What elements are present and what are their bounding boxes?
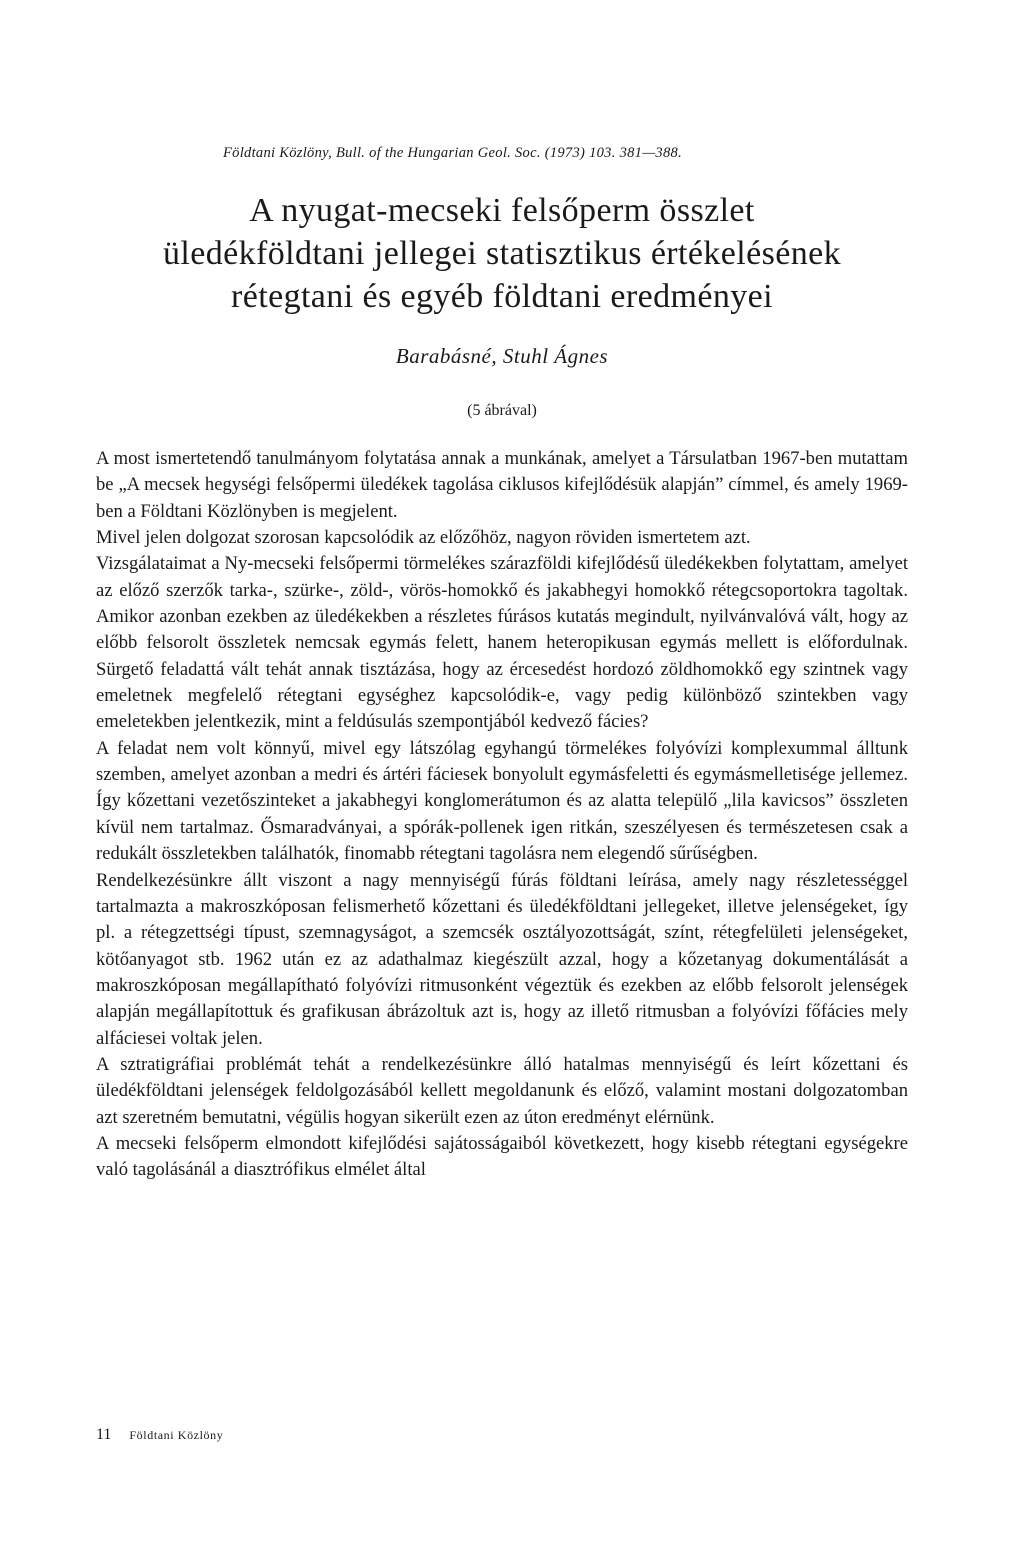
title-line-1: A nyugat-mecseki felsőperm összlet bbox=[249, 192, 755, 229]
author-name: Barabásné, Stuhl Ágnes bbox=[395, 344, 609, 368]
page-footer bbox=[96, 1426, 496, 1444]
title-line-2: üledékföldtani jellegei statisztikus értékelésének bbox=[162, 235, 842, 272]
paragraph-4: A feladat nem volt könnyű, mivel egy látszólag egyhangú törmelékes folyóvízi komplexummal álltunk szemben, amelyet azonban a medri és ártéri fáciesek bonyolult egymásfeletti és egymásmelletisége jellemez. Így kőzettani vezetőszinteket a jakabhegyi konglomerátumon és az alatta települő „lila kavicsos” összleten kívül nem tartalmaz. Ősmaradványai, a spórák-pollenek igen ritkán, szeszélyesen és természetesen csak a redukált összletekben találhatók, finomabb rétegtani tagolásra nem elegendő sűrűségben. bbox=[96, 737, 908, 865]
paragraph-6: A sztratigráfiai problémát tehát a rendelkezésünkre álló hatalmas mennyiségű és leírt kőzettani és üledékföldtani jelenségek feldolgozásából kellett megoldanunk és előző, valamint mostani dolgozatomban azt szeretném bemutatni, végülis hogyan sikerült ezen az úton eredményt elérnünk. bbox=[96, 1053, 908, 1128]
paragraph-1: A most ismertetendő tanulmányom folytatása annak a munkának, amelyet a Társulatban 1967-ben mutattam be „A mecsek hegységi felsőpermi üledékek tagolása ciklusos kifejlődésük alapján” címmel, és amely 1969-ben a Földtani Közlönyben is megjelent. bbox=[96, 448, 908, 522]
figures-note: (5 ábrával) bbox=[467, 402, 537, 419]
paragraph-2: Mivel jelen dolgozat szorosan kapcsolódik az előzőhöz, nagyon röviden ismertetem azt. bbox=[96, 527, 751, 549]
paragraph-7: A mecseki felsőperm elmondott kifejlődési sajátosságaiból következett, hogy kisebb rétegtani egységekre való tagolásánál a diasztrófikus elmélet által bbox=[96, 1132, 908, 1181]
paragraph-3: Vizsgálataimat a Ny-mecseki felsőpermi törmelékes szárazföldi kifejlődésű üledékekben folytattam, amelyet az előző szerzők tarka-, szürke-, zöld-, vörös-homokkő és jakabhegyi homokkő rétegcsoportokra tagoltak. Amikor azonban ezekben az üledékekben a részletes fúrásos kutatás megindult, nyilvánvalóvá vált, hogy az előbb felsorolt összletek nemcsak egymás felett, hanem heteropikusan egymás mellett is előfordulnak. Sürgető feladattá vált tehát annak tisztázása, hogy az ércesedést hordozó zöldhomokkő egy szintnek vagy emeletnek megfelelő rétegtani egységhez kapcsolódik-e, vagy pedig különböző szintekben vagy emeletekben jelentkezik, mint a feldúsulás szempontjából kedvező fácies? bbox=[96, 553, 908, 733]
running-head: Földtani Közlöny, Bull. of the Hungarian Geol. Soc. (1973) 103. 381—388. bbox=[223, 145, 682, 161]
paragraph-5: Rendelkezésünkre állt viszont a nagy mennyiségű fúrás földtani leírása, amely nagy részletességgel tartalmazta a makroszkóposan felismerhető kőzettani és üledékföldtani jellegeket, illetve jelenségeket, így pl. a rétegzettségi típust, szemnagyságot, a szemcsék osztályozottságát, színt, rétegfelületi jelenségeket, kötőanyagot stb. 1962 után ez az adathalmaz kiegészült azzal, hogy a kőzetanyag dokumentálását a makroszkóposan megállapítható folyóvízi ritmusonként végeztük és ezekben az előbb felsorolt jelenségek alapján megállapítottuk és grafikusan ábrázoltuk azt is, hogy az illető ritmusban a folyóvízi főfácies mely alfáciesei voltak jelen. bbox=[96, 869, 908, 1049]
footer-journal-name: Földtani Közlöny bbox=[129, 1428, 224, 1442]
article-title bbox=[96, 189, 908, 318]
article-body bbox=[96, 446, 908, 1184]
footer-page-number: 11 bbox=[96, 1426, 112, 1443]
title-line-3: rétegtani és egyéb földtani eredményei bbox=[231, 278, 773, 315]
